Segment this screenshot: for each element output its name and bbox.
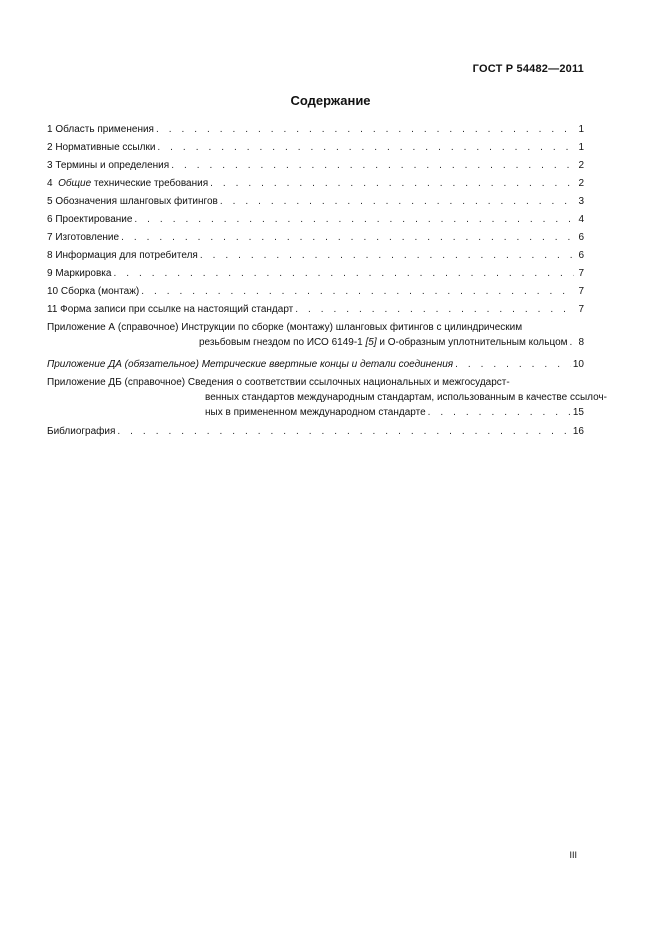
- toc-entry-title: 9 Маркировка: [47, 268, 112, 279]
- toc-appendix-a[interactable]: [47, 320, 584, 350]
- toc-appendix-da[interactable]: [47, 356, 584, 374]
- toc-entry-italic-word: Общие: [58, 178, 92, 189]
- toc-entry[interactable]: [47, 121, 584, 139]
- leader-dots: [220, 193, 574, 211]
- document-standard-number: ГОСТ Р 54482—2011: [472, 63, 584, 75]
- appendix-db-line-1: Приложение ДБ (справочное) Сведения о соответствии ссылочных национальных и межгосударст-: [47, 377, 510, 388]
- toc-entry-title: [47, 175, 208, 193]
- toc-entry-title: 10 Сборка (монтаж): [47, 286, 140, 297]
- toc-entry[interactable]: [47, 247, 584, 265]
- toc-entry-rest: технические требования: [91, 178, 209, 189]
- toc-entry-page: 3: [578, 196, 584, 207]
- toc-entry-title: 6 Проектирование: [47, 214, 133, 225]
- page-number: III: [569, 850, 577, 860]
- leader-dots: [171, 157, 574, 175]
- toc-entry-title: 7 Изготовление: [47, 232, 120, 243]
- toc-entry-page: 7: [578, 286, 584, 297]
- toc-entry-page: 16: [572, 426, 584, 437]
- toc-entry[interactable]: [47, 301, 584, 319]
- leader-dots: [121, 229, 574, 247]
- toc-entry[interactable]: [47, 211, 584, 229]
- toc-entry[interactable]: [47, 175, 584, 193]
- toc-entry-page: 4: [578, 214, 584, 225]
- toc-entry-title: 11 Форма записи при ссылке на настоящий стандарт: [47, 304, 294, 315]
- appendix-a-line-1: Приложение А (справочное) Инструкции по сборке (монтажу) шланговых фитингов с цилиндрическим: [47, 322, 523, 333]
- appendix-a-line-2: [47, 335, 584, 350]
- toc-entry-page: 1: [578, 124, 584, 135]
- leader-dots: [141, 283, 574, 301]
- leader-dots: [200, 247, 574, 265]
- toc-bibliography[interactable]: [47, 423, 584, 441]
- toc-appendix-db[interactable]: [47, 375, 607, 420]
- toc-entry-title: Библиография: [47, 426, 116, 437]
- toc-entry-page: 7: [578, 304, 584, 315]
- toc-entry-title: 5 Обозначения шланговых фитингов: [47, 196, 218, 207]
- toc-entry-page: 7: [578, 268, 584, 279]
- toc-entry[interactable]: [47, 157, 584, 175]
- toc-entry-number: 4: [47, 178, 59, 189]
- leader-dots: [113, 265, 574, 283]
- toc-entry[interactable]: [47, 229, 584, 247]
- leader-dots: [428, 405, 571, 420]
- toc-entry-title: 2 Нормативные ссылки: [47, 142, 156, 153]
- toc-entry[interactable]: [47, 139, 584, 157]
- toc-entry[interactable]: [47, 283, 584, 301]
- appendix-db-line-3: [47, 405, 584, 420]
- leader-dots: [134, 211, 574, 229]
- toc-entry[interactable]: [47, 193, 584, 211]
- appendix-db-line-2: венных стандартов международным стандартам, использованным в качестве ссылоч-: [205, 392, 607, 403]
- leader-dots: [295, 301, 574, 319]
- toc-entry-title: 3 Термины и определения: [47, 160, 170, 171]
- appendix-a-text-end: и О-образным уплотнительным кольцом: [376, 337, 568, 348]
- bibliography-reference: [5]: [365, 337, 377, 348]
- toc-entry-page: 10: [572, 359, 584, 370]
- toc-entry-page: 6: [578, 232, 584, 243]
- toc-entry-page: 2: [578, 160, 584, 171]
- leader-dots: [156, 121, 574, 139]
- table-of-contents: [47, 121, 607, 441]
- toc-entry-page: 6: [578, 250, 584, 261]
- toc-entry-title: ных в примененном международном стандарте: [205, 407, 426, 418]
- toc-entry-page: 15: [572, 407, 584, 418]
- leader-dots: [117, 423, 570, 441]
- toc-entry-title: Приложение ДА (обязательное) Метрические ввертные концы и детали соединения: [47, 359, 454, 370]
- toc-entry-title: 8 Информация для потребителя: [47, 250, 198, 261]
- toc-entry-page: 1: [578, 142, 584, 153]
- leader-dots: [570, 335, 574, 350]
- appendix-a-line-2-text: [199, 335, 568, 350]
- toc-entry[interactable]: [47, 265, 584, 283]
- toc-entry-page: 8: [578, 337, 584, 348]
- leader-dots: [210, 175, 574, 193]
- leader-dots: [157, 139, 574, 157]
- toc-entry-page: 2: [578, 178, 584, 189]
- appendix-a-text: резьбовым гнездом по ИСО 6149-1: [199, 337, 366, 348]
- leader-dots: [455, 356, 571, 374]
- page-title: Содержание: [290, 93, 371, 108]
- toc-entry-title: 1 Область применения: [47, 124, 154, 135]
